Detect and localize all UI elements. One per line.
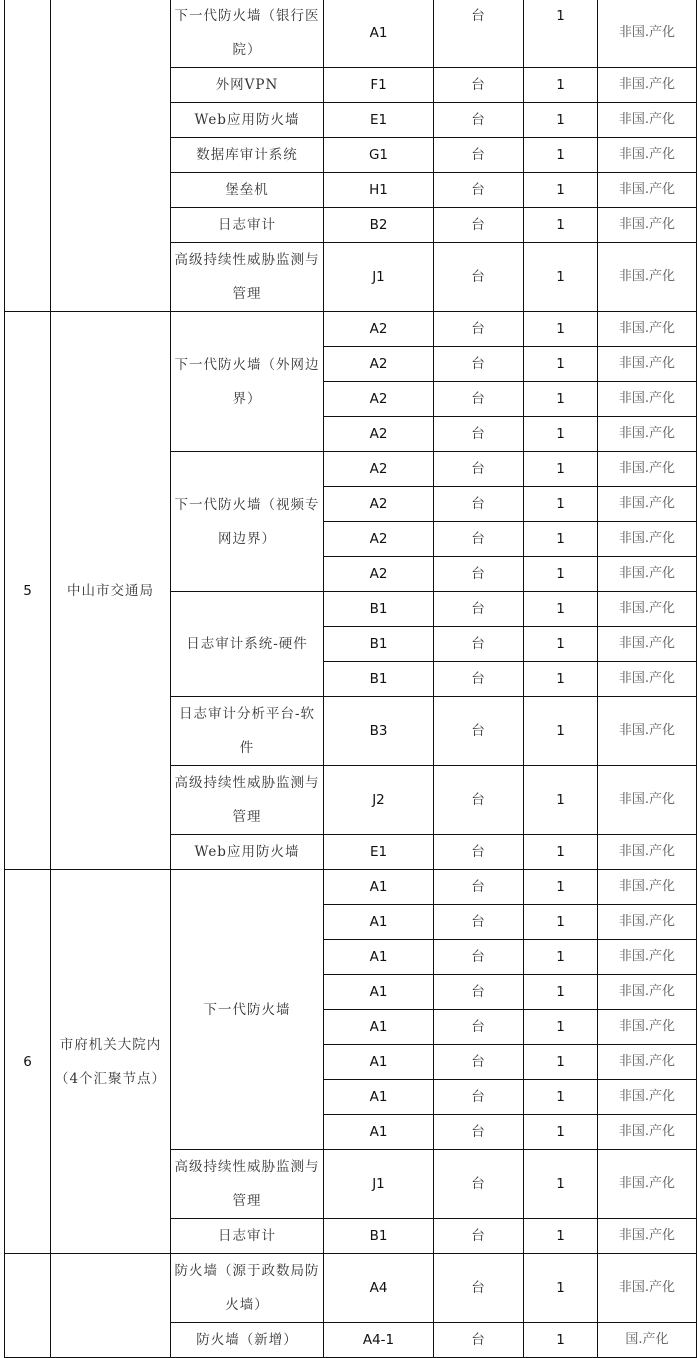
item-origin: 非国.产化	[598, 382, 697, 417]
item-model: A1	[324, 870, 434, 905]
item-origin: 非国.产化	[598, 347, 697, 382]
item-name: 外网VPN	[171, 68, 324, 103]
item-model: E1	[324, 103, 434, 138]
item-model: A2	[324, 487, 434, 522]
item-qty: 1	[524, 382, 598, 417]
item-unit: 台	[434, 627, 524, 662]
item-unit: 台	[434, 103, 524, 138]
item-unit: 台	[434, 870, 524, 905]
item-qty: 1	[524, 1254, 598, 1323]
item-model: G1	[324, 138, 434, 173]
item-unit: 台	[434, 1080, 524, 1115]
index-cell: 5	[5, 312, 51, 870]
item-model: A2	[324, 312, 434, 347]
item-qty: 1	[524, 1150, 598, 1219]
item-qty: 1	[524, 1115, 598, 1150]
item-unit: 台	[434, 1010, 524, 1045]
unit-cell	[51, 1254, 171, 1358]
unit-cell: 市府机关大院内（4个汇聚节点）	[51, 870, 171, 1254]
item-unit: 台	[434, 68, 524, 103]
item-model: J2	[324, 766, 434, 835]
item-model: F1	[324, 68, 434, 103]
item-unit: 台	[434, 0, 524, 68]
item-name: 下一代防火墙	[171, 870, 324, 1150]
item-model: A2	[324, 347, 434, 382]
item-unit: 台	[434, 592, 524, 627]
item-qty: 1	[524, 940, 598, 975]
item-qty: 1	[524, 557, 598, 592]
item-unit: 台	[434, 766, 524, 835]
item-origin: 非国.产化	[598, 1219, 697, 1254]
table-row	[5, 0, 697, 68]
item-name: 日志审计	[171, 208, 324, 243]
item-unit: 台	[434, 697, 524, 766]
item-origin: 非国.产化	[598, 0, 697, 68]
item-qty: 1	[524, 870, 598, 905]
item-model: A2	[324, 557, 434, 592]
item-origin: 非国.产化	[598, 312, 697, 347]
item-unit: 台	[434, 905, 524, 940]
item-model: B1	[324, 662, 434, 697]
item-origin: 非国.产化	[598, 1115, 697, 1150]
item-unit: 台	[434, 417, 524, 452]
item-model: A2	[324, 382, 434, 417]
equipment-table	[4, 0, 697, 1358]
item-qty: 1	[524, 0, 598, 68]
item-origin: 非国.产化	[598, 1080, 697, 1115]
item-model: H1	[324, 173, 434, 208]
item-model: J1	[324, 243, 434, 312]
item-origin: 非国.产化	[598, 452, 697, 487]
item-model: E1	[324, 835, 434, 870]
item-qty: 1	[524, 243, 598, 312]
table-row	[5, 870, 697, 905]
item-qty: 1	[524, 627, 598, 662]
item-qty: 1	[524, 522, 598, 557]
item-unit: 台	[434, 452, 524, 487]
item-qty: 1	[524, 1045, 598, 1080]
item-origin: 非国.产化	[598, 522, 697, 557]
item-origin: 非国.产化	[598, 138, 697, 173]
item-model: A1	[324, 1115, 434, 1150]
item-origin: 非国.产化	[598, 1045, 697, 1080]
item-qty: 1	[524, 592, 598, 627]
item-model: A1	[324, 1080, 434, 1115]
item-name: 防火墙（新增）	[171, 1323, 324, 1358]
item-unit: 台	[434, 487, 524, 522]
item-model: B1	[324, 592, 434, 627]
index-cell	[5, 0, 51, 312]
item-qty: 1	[524, 835, 598, 870]
item-unit: 台	[434, 835, 524, 870]
item-origin: 非国.产化	[598, 103, 697, 138]
item-name: 高级持续性威胁监测与管理	[171, 766, 324, 835]
item-unit: 台	[434, 173, 524, 208]
item-model: B3	[324, 697, 434, 766]
table-row	[5, 312, 697, 347]
item-origin: 非国.产化	[598, 173, 697, 208]
item-qty: 1	[524, 1323, 598, 1358]
item-name: 日志审计系统-硬件	[171, 592, 324, 697]
item-name: 防火墙（源于政数局防火墙）	[171, 1254, 324, 1323]
item-name: 下一代防火墙（外网边界）	[171, 312, 324, 452]
item-qty: 1	[524, 1219, 598, 1254]
item-origin: 非国.产化	[598, 627, 697, 662]
item-origin: 非国.产化	[598, 417, 697, 452]
unit-cell: 中山市交通局	[51, 312, 171, 870]
item-qty: 1	[524, 68, 598, 103]
item-unit: 台	[434, 347, 524, 382]
item-unit: 台	[434, 138, 524, 173]
item-qty: 1	[524, 347, 598, 382]
item-qty: 1	[524, 312, 598, 347]
item-unit: 台	[434, 522, 524, 557]
item-name: 下一代防火墙（银行医院）	[171, 0, 324, 68]
item-name: 高级持续性威胁监测与管理	[171, 243, 324, 312]
item-origin: 非国.产化	[598, 1150, 697, 1219]
item-unit: 台	[434, 1323, 524, 1358]
item-qty: 1	[524, 1010, 598, 1045]
item-qty: 1	[524, 487, 598, 522]
item-unit: 台	[434, 243, 524, 312]
item-unit: 台	[434, 382, 524, 417]
item-name: 日志审计分析平台-软件	[171, 697, 324, 766]
item-qty: 1	[524, 905, 598, 940]
item-qty: 1	[524, 662, 598, 697]
item-name: Web应用防火墙	[171, 835, 324, 870]
item-unit: 台	[434, 1254, 524, 1323]
index-cell	[5, 1254, 51, 1358]
item-origin: 非国.产化	[598, 68, 697, 103]
item-model: A2	[324, 452, 434, 487]
unit-cell	[51, 0, 171, 312]
item-qty: 1	[524, 1080, 598, 1115]
item-origin: 非国.产化	[598, 940, 697, 975]
item-name: 堡垒机	[171, 173, 324, 208]
item-model: B1	[324, 627, 434, 662]
item-origin: 非国.产化	[598, 662, 697, 697]
item-unit: 台	[434, 975, 524, 1010]
item-model: B1	[324, 1219, 434, 1254]
item-model: A1	[324, 905, 434, 940]
item-model: A2	[324, 522, 434, 557]
item-origin: 非国.产化	[598, 697, 697, 766]
item-name: 下一代防火墙（视频专网边界）	[171, 452, 324, 592]
item-origin: 非国.产化	[598, 975, 697, 1010]
item-name: 高级持续性威胁监测与管理	[171, 1150, 324, 1219]
item-name: 数据库审计系统	[171, 138, 324, 173]
item-model: J1	[324, 1150, 434, 1219]
item-origin: 非国.产化	[598, 870, 697, 905]
item-qty: 1	[524, 138, 598, 173]
item-qty: 1	[524, 103, 598, 138]
item-qty: 1	[524, 417, 598, 452]
item-model: A1	[324, 1010, 434, 1045]
item-origin: 非国.产化	[598, 1010, 697, 1045]
item-model: A4-1	[324, 1323, 434, 1358]
item-unit: 台	[434, 208, 524, 243]
index-cell: 6	[5, 870, 51, 1254]
item-origin: 非国.产化	[598, 208, 697, 243]
item-origin: 非国.产化	[598, 905, 697, 940]
item-model: A1	[324, 1045, 434, 1080]
item-qty: 1	[524, 208, 598, 243]
item-unit: 台	[434, 1219, 524, 1254]
item-origin: 非国.产化	[598, 592, 697, 627]
table-row	[5, 1254, 697, 1323]
item-origin: 非国.产化	[598, 835, 697, 870]
item-origin: 非国.产化	[598, 766, 697, 835]
item-unit: 台	[434, 1150, 524, 1219]
item-origin: 非国.产化	[598, 557, 697, 592]
item-model: A4	[324, 1254, 434, 1323]
item-unit: 台	[434, 940, 524, 975]
item-qty: 1	[524, 173, 598, 208]
item-origin: 非国.产化	[598, 1254, 697, 1323]
item-origin: 国.产化	[598, 1323, 697, 1358]
item-unit: 台	[434, 662, 524, 697]
item-origin: 非国.产化	[598, 243, 697, 312]
item-model: A2	[324, 417, 434, 452]
item-model: A1	[324, 940, 434, 975]
item-unit: 台	[434, 1115, 524, 1150]
item-unit: 台	[434, 1045, 524, 1080]
item-qty: 1	[524, 697, 598, 766]
item-origin: 非国.产化	[598, 487, 697, 522]
item-name: Web应用防火墙	[171, 103, 324, 138]
item-unit: 台	[434, 557, 524, 592]
item-qty: 1	[524, 975, 598, 1010]
item-unit: 台	[434, 312, 524, 347]
item-name: 日志审计	[171, 1219, 324, 1254]
item-model: B2	[324, 208, 434, 243]
item-qty: 1	[524, 766, 598, 835]
item-qty: 1	[524, 452, 598, 487]
item-model: A1	[324, 975, 434, 1010]
item-model: A1	[324, 0, 434, 68]
